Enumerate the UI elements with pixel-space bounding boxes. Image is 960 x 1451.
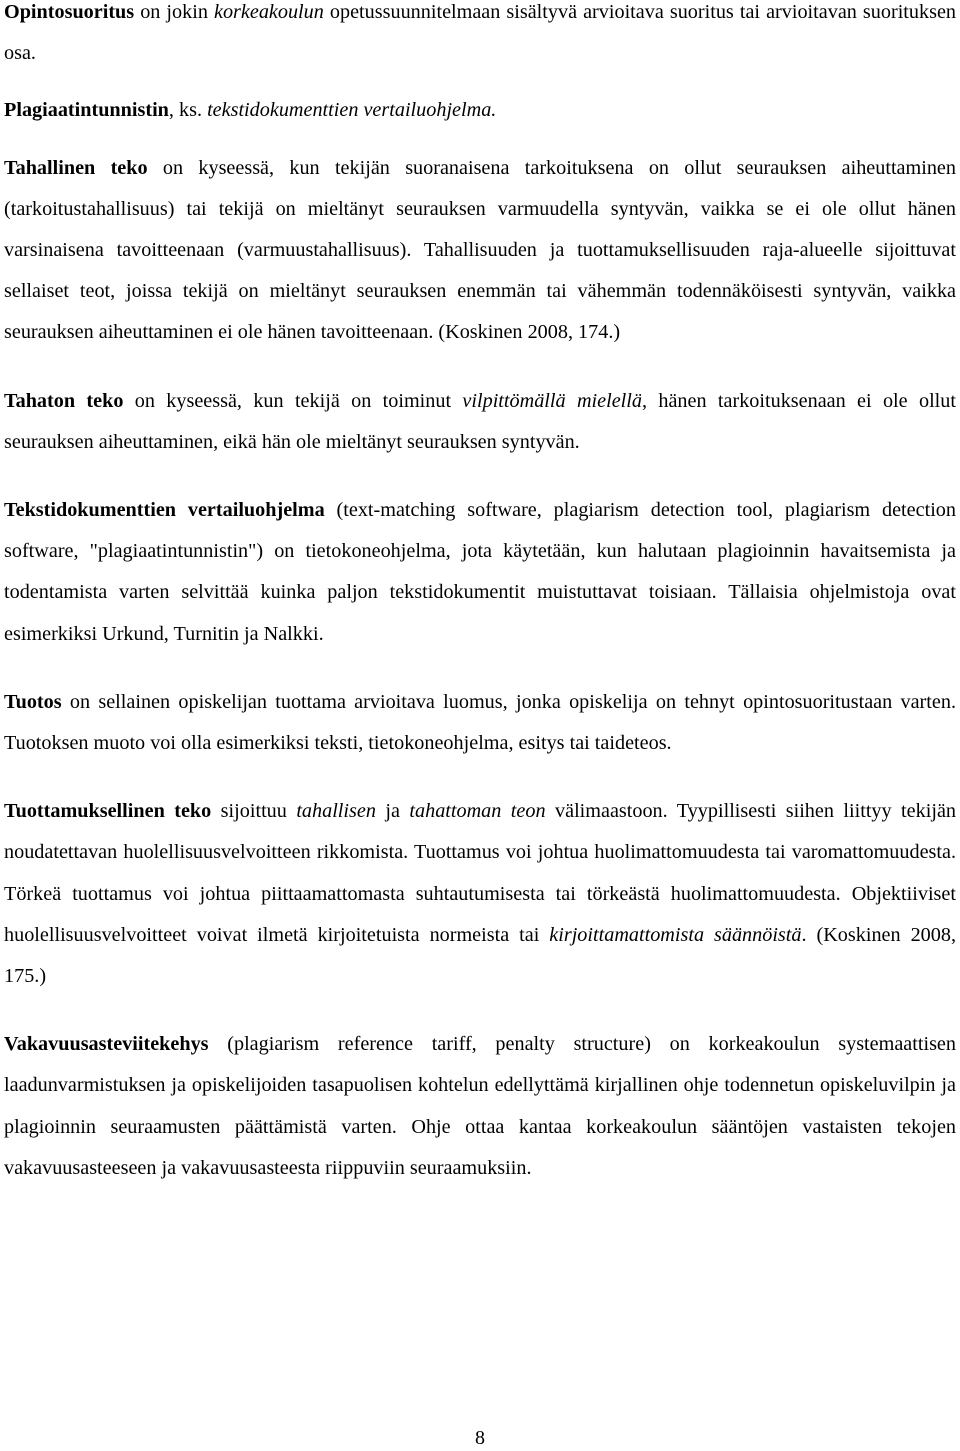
term-tahallinen-teko: Tahallinen teko [4, 156, 148, 179]
entry-vakavuusasteviitekehys [4, 1024, 956, 1189]
entry-plagiaatintunnistin [4, 90, 956, 131]
term-tahaton-teko: Tahaton teko [4, 389, 124, 412]
term-opintosuoritus: Opintosuoritus [4, 1, 135, 23]
entry-opintosuoritus [4, 0, 956, 74]
entry-text: on kyseessä, kun tekijän suoranaisena tarkoituksena on ollut seurauksen aiheuttaminen (tarkoitustahallisuus) tai tekijä on mieltänyt seurauksen varmuudella syntyvän, vaikka se ei ole ollut hänen varsinaisena tavoitteenaan (varmuustahallisuus). Tahallisuuden ja tuottamuksellisuuden raja-alueelle sijoittuvat sellaiset teot, joissa tekijä on mieltänyt seurauksen enemmän tai vähemmän todennäköisesti syntyvän, vaikka seurauksen aiheuttaminen ei ole hänen tavoitteenaan. (Koskinen 2008, 174.) [4, 156, 956, 344]
entry-tuotos [4, 682, 956, 764]
entry-text-italic: tekstidokumenttien vertailuohjelma. [207, 99, 497, 122]
entry-text-italic: kirjoittamattomista säännöistä [549, 923, 802, 946]
entry-text: välimaastoon. Tyypillisesti siihen liittyy tekijän noudatettavan huolellisuusvelvoitteen rikkomista. Tuottamus voi johtua huolimattomuudesta tai varomattomuudesta. Törkeä tuottamus voi johtua piittaamattomasta suhtautumisesta tai törkeästä huolimattomuudesta. Objektiiviset huolellisuusvelvoitteet voivat ilmetä kirjoitetuista normeista tai [4, 800, 956, 946]
entry-text: (text-matching software, plagiarism detection tool, plagiarism detection software, "plagiaatintunnistin") on tietokoneohjelma, jota käytetään, kun halutaan plagioinnin havaitsemista ja todentamista varten selvittää kuinka paljon tekstidokumentit muistuttavat toisiaan. Tällaisia ohjelmistoja ovat esimerkiksi Urkund, Turnitin ja Nalkki. [4, 499, 956, 645]
term-plagiaatintunnistin: Plagiaatintunnistin [4, 99, 169, 122]
entry-text: on jokin [134, 1, 214, 23]
entry-text: sijoittuu [211, 800, 297, 823]
entry-text: , hänen tarkoituksenaan ei ole ollut seurauksen aiheuttaminen, eikä hän ole mieltänyt seurauksen syntyvän. [4, 389, 956, 453]
entry-text: , ks. [168, 99, 208, 122]
entry-text-italic: tahallisen [296, 800, 376, 823]
entry-text-italic: korkeakoulun [213, 1, 324, 23]
term-tuottamuksellinen-teko: Tuottamuksellinen teko [4, 800, 212, 823]
entry-text: (plagiarism reference tariff, penalty structure) on korkeakoulun systemaattisen laadunvarmistuksen ja opiskelijoiden tasapuolisen kohtelun edellyttämä kirjallinen ohje todennetun opiskeluvilpin ja plagioinnin seuraamusten päättämistä varten. Ohje ottaa kantaa korkeakoulun sääntöjen vastaisten tekojen vakavuusasteeseen ja vakavuusasteesta riippuviin seuraamuksiin. [4, 1033, 956, 1179]
term-tuotos: Tuotos [4, 690, 62, 713]
document-page [4, 0, 956, 1189]
entry-text-italic: tahattoman teon [409, 800, 546, 823]
entry-text: . (Koskinen 2008, 175.) [4, 923, 956, 988]
entry-text: on sellainen opiskelijan tuottama arvioitava luomus, jonka opiskelija on tehnyt opintosuoritustaan varten. Tuotoksen muoto voi olla esimerkiksi teksti, tietokoneohjelma, esitys tai taideteos. [4, 690, 956, 755]
entry-tekstidokumenttien-vertailuohjelma [4, 490, 956, 655]
entry-tahaton-teko [4, 381, 956, 463]
entry-text: ja [375, 800, 410, 823]
entry-text-italic: vilpittömällä mielellä [462, 389, 642, 412]
term-tekstidokumenttien-vertailuohjelma: Tekstidokumenttien vertailuohjelma [4, 499, 325, 522]
entry-tuottamuksellinen-teko [4, 791, 956, 997]
entry-text: opetussuunnitelmaan sisältyvä arvioitava suoritus tai arvioitavan suorituksen osa. [4, 1, 957, 65]
term-vakavuusasteviitekehys: Vakavuusasteviitekehys [4, 1033, 209, 1056]
entry-text: on kyseessä, kun tekijä on toiminut [123, 389, 463, 412]
entry-tahallinen-teko [4, 148, 956, 354]
page-number: 8 [475, 1427, 485, 1449]
